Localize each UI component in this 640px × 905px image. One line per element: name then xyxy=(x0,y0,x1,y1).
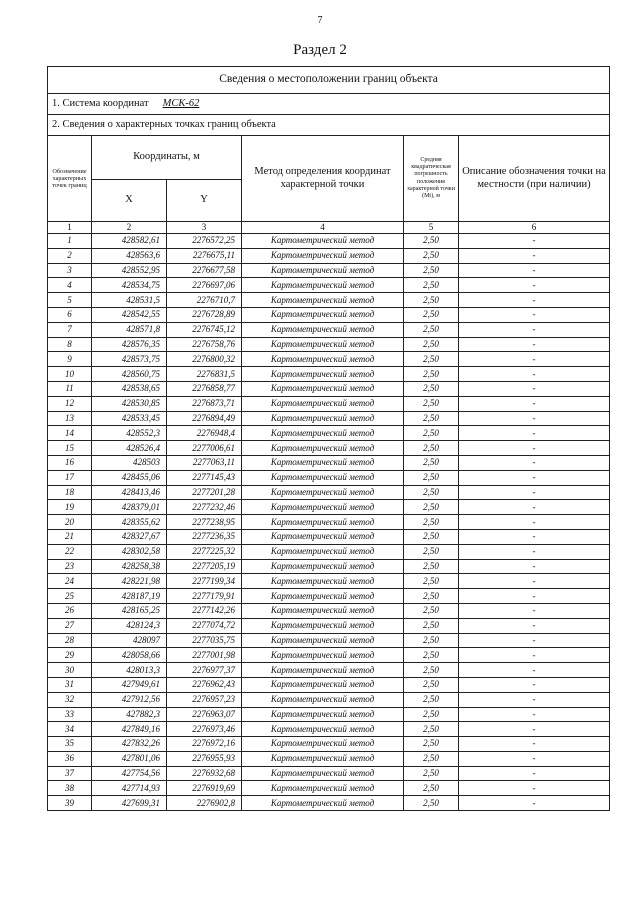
error-cell: 2,50 xyxy=(404,722,459,737)
table-row xyxy=(48,263,610,278)
table-row xyxy=(48,485,610,500)
col-number: 4 xyxy=(242,222,404,234)
error-cell: 2,50 xyxy=(404,766,459,781)
x-cell: 428538,65 xyxy=(92,381,167,396)
method-cell: Картометрический метод xyxy=(242,278,404,293)
x-cell: 428530,85 xyxy=(92,396,167,411)
point-id-cell: 25 xyxy=(48,589,92,604)
table-row xyxy=(48,603,610,618)
x-cell: 428503 xyxy=(92,455,167,470)
table-row xyxy=(48,751,610,766)
x-cell: 428097 xyxy=(92,633,167,648)
header-point-id: Обозначение характерных точек границ xyxy=(48,136,92,222)
y-cell: 2276710,7 xyxy=(167,293,242,308)
error-cell: 2,50 xyxy=(404,796,459,811)
method-cell: Картометрический метод xyxy=(242,367,404,382)
table-row xyxy=(48,455,610,470)
method-cell: Картометрический метод xyxy=(242,470,404,485)
y-cell: 2277074,72 xyxy=(167,618,242,633)
error-cell: 2,50 xyxy=(404,322,459,337)
error-cell: 2,50 xyxy=(404,500,459,515)
table-row xyxy=(48,648,610,663)
description-cell: - xyxy=(459,618,610,633)
y-cell: 2277142,26 xyxy=(167,603,242,618)
col-number: 3 xyxy=(167,222,242,234)
method-cell: Картометрический метод xyxy=(242,515,404,530)
method-cell: Картометрический метод xyxy=(242,663,404,678)
x-cell: 427832,26 xyxy=(92,737,167,752)
table-row xyxy=(48,559,610,574)
point-id-cell: 11 xyxy=(48,381,92,396)
error-cell: 2,50 xyxy=(404,234,459,249)
table-row xyxy=(48,381,610,396)
error-cell: 2,50 xyxy=(404,648,459,663)
y-cell: 2277006,61 xyxy=(167,441,242,456)
error-cell: 2,50 xyxy=(404,485,459,500)
error-cell: 2,50 xyxy=(404,633,459,648)
table-row xyxy=(48,677,610,692)
method-cell: Картометрический метод xyxy=(242,677,404,692)
method-cell: Картометрический метод xyxy=(242,485,404,500)
y-cell: 2277001,98 xyxy=(167,648,242,663)
col-number: 5 xyxy=(404,222,459,234)
description-cell: - xyxy=(459,648,610,663)
x-cell: 428327,67 xyxy=(92,529,167,544)
table-title: Сведения о местоположении границ объекта xyxy=(48,67,610,94)
x-cell: 428571,8 xyxy=(92,322,167,337)
table-row xyxy=(48,307,610,322)
error-cell: 2,50 xyxy=(404,544,459,559)
x-cell: 428552,95 xyxy=(92,263,167,278)
description-cell: - xyxy=(459,248,610,263)
description-cell: - xyxy=(459,455,610,470)
x-cell: 427882,3 xyxy=(92,707,167,722)
point-id-cell: 26 xyxy=(48,603,92,618)
y-cell: 2276858,77 xyxy=(167,381,242,396)
y-cell: 2276973,46 xyxy=(167,722,242,737)
x-cell: 427801,06 xyxy=(92,751,167,766)
method-cell: Картометрический метод xyxy=(242,396,404,411)
y-cell: 2277035,75 xyxy=(167,633,242,648)
method-cell: Картометрический метод xyxy=(242,781,404,796)
header-error: Средняя квадратическая погрешность положения характерной точки (Mt), м xyxy=(404,136,459,222)
header-x: X xyxy=(92,180,167,222)
description-cell: - xyxy=(459,559,610,574)
method-cell: Картометрический метод xyxy=(242,293,404,308)
error-cell: 2,50 xyxy=(404,381,459,396)
header-y: Y xyxy=(167,180,242,222)
description-cell: - xyxy=(459,544,610,559)
point-id-cell: 4 xyxy=(48,278,92,293)
point-id-cell: 36 xyxy=(48,751,92,766)
x-cell: 428379,01 xyxy=(92,500,167,515)
coord-system-value: МСК-62 xyxy=(162,97,200,109)
description-cell: - xyxy=(459,692,610,707)
method-cell: Картометрический метод xyxy=(242,722,404,737)
description-cell: - xyxy=(459,322,610,337)
point-id-cell: 14 xyxy=(48,426,92,441)
table-row xyxy=(48,500,610,515)
point-id-cell: 29 xyxy=(48,648,92,663)
x-cell: 428573,75 xyxy=(92,352,167,367)
method-cell: Картометрический метод xyxy=(242,352,404,367)
y-cell: 2277232,46 xyxy=(167,500,242,515)
point-id-cell: 28 xyxy=(48,633,92,648)
error-cell: 2,50 xyxy=(404,692,459,707)
point-id-cell: 23 xyxy=(48,559,92,574)
description-cell: - xyxy=(459,367,610,382)
description-cell: - xyxy=(459,722,610,737)
table-row xyxy=(48,278,610,293)
y-cell: 2276894,49 xyxy=(167,411,242,426)
table-row xyxy=(48,737,610,752)
x-cell: 428302,58 xyxy=(92,544,167,559)
method-cell: Картометрический метод xyxy=(242,411,404,426)
description-cell: - xyxy=(459,707,610,722)
description-cell: - xyxy=(459,633,610,648)
point-id-cell: 30 xyxy=(48,663,92,678)
col-number: 1 xyxy=(48,222,92,234)
x-cell: 428531,5 xyxy=(92,293,167,308)
x-cell: 428526,4 xyxy=(92,441,167,456)
error-cell: 2,50 xyxy=(404,589,459,604)
table-row xyxy=(48,663,610,678)
method-cell: Картометрический метод xyxy=(242,426,404,441)
table-row xyxy=(48,411,610,426)
table-row xyxy=(48,470,610,485)
y-cell: 2276728,89 xyxy=(167,307,242,322)
point-id-cell: 34 xyxy=(48,722,92,737)
point-id-cell: 12 xyxy=(48,396,92,411)
table-row xyxy=(48,722,610,737)
y-cell: 2276977,37 xyxy=(167,663,242,678)
point-id-cell: 18 xyxy=(48,485,92,500)
error-cell: 2,50 xyxy=(404,707,459,722)
x-cell: 428355,62 xyxy=(92,515,167,530)
method-cell: Картометрический метод xyxy=(242,559,404,574)
point-id-cell: 39 xyxy=(48,796,92,811)
description-cell: - xyxy=(459,574,610,589)
table-row xyxy=(48,766,610,781)
x-cell: 427699,31 xyxy=(92,796,167,811)
error-cell: 2,50 xyxy=(404,248,459,263)
table-row xyxy=(48,248,610,263)
x-cell: 428533,45 xyxy=(92,411,167,426)
col-number: 6 xyxy=(459,222,610,234)
description-cell: - xyxy=(459,426,610,441)
table-row xyxy=(48,529,610,544)
table-row xyxy=(48,618,610,633)
coord-system-label: 1. Система координат xyxy=(52,97,149,109)
point-id-cell: 2 xyxy=(48,248,92,263)
error-cell: 2,50 xyxy=(404,603,459,618)
point-id-cell: 16 xyxy=(48,455,92,470)
description-cell: - xyxy=(459,796,610,811)
point-id-cell: 3 xyxy=(48,263,92,278)
header-method: Метод определения координат характерной точки xyxy=(242,136,404,222)
description-cell: - xyxy=(459,263,610,278)
y-cell: 2276758,76 xyxy=(167,337,242,352)
x-cell: 427949,61 xyxy=(92,677,167,692)
table-row xyxy=(48,633,610,648)
table-row xyxy=(48,515,610,530)
description-cell: - xyxy=(459,515,610,530)
description-cell: - xyxy=(459,396,610,411)
table-row xyxy=(48,589,610,604)
x-cell: 428013,3 xyxy=(92,663,167,678)
y-cell: 2277145,43 xyxy=(167,470,242,485)
description-cell: - xyxy=(459,411,610,426)
y-cell: 2276962,43 xyxy=(167,677,242,692)
point-id-cell: 20 xyxy=(48,515,92,530)
point-id-cell: 37 xyxy=(48,766,92,781)
y-cell: 2277225,32 xyxy=(167,544,242,559)
point-id-cell: 7 xyxy=(48,322,92,337)
x-cell: 427714,93 xyxy=(92,781,167,796)
table-row xyxy=(48,796,610,811)
points-info-row: 2. Сведения о характерных точках границ объекта xyxy=(48,115,610,136)
x-cell: 428560,75 xyxy=(92,367,167,382)
method-cell: Картометрический метод xyxy=(242,707,404,722)
error-cell: 2,50 xyxy=(404,352,459,367)
method-cell: Картометрический метод xyxy=(242,263,404,278)
description-cell: - xyxy=(459,529,610,544)
table-row xyxy=(48,293,610,308)
method-cell: Картометрический метод xyxy=(242,500,404,515)
x-cell: 428413,46 xyxy=(92,485,167,500)
table-row xyxy=(48,707,610,722)
y-cell: 2276932,68 xyxy=(167,766,242,781)
point-id-cell: 31 xyxy=(48,677,92,692)
point-id-cell: 9 xyxy=(48,352,92,367)
x-cell: 428124,3 xyxy=(92,618,167,633)
y-cell: 2277236,35 xyxy=(167,529,242,544)
method-cell: Картометрический метод xyxy=(242,322,404,337)
header-description: Описание обозначения точки на местности (при наличии) xyxy=(459,136,610,222)
y-cell: 2277238,95 xyxy=(167,515,242,530)
description-cell: - xyxy=(459,352,610,367)
point-id-cell: 35 xyxy=(48,737,92,752)
y-cell: 2276957,23 xyxy=(167,692,242,707)
x-cell: 428058,66 xyxy=(92,648,167,663)
point-id-cell: 27 xyxy=(48,618,92,633)
col-number: 2 xyxy=(92,222,167,234)
method-cell: Картометрический метод xyxy=(242,618,404,633)
y-cell: 2276972,16 xyxy=(167,737,242,752)
point-id-cell: 38 xyxy=(48,781,92,796)
method-cell: Картометрический метод xyxy=(242,574,404,589)
error-cell: 2,50 xyxy=(404,574,459,589)
x-cell: 428552,3 xyxy=(92,426,167,441)
table-row xyxy=(48,441,610,456)
table-row xyxy=(48,322,610,337)
point-id-cell: 32 xyxy=(48,692,92,707)
point-id-cell: 21 xyxy=(48,529,92,544)
method-cell: Картометрический метод xyxy=(242,248,404,263)
y-cell: 2276677,58 xyxy=(167,263,242,278)
table-row xyxy=(48,367,610,382)
method-cell: Картометрический метод xyxy=(242,544,404,559)
method-cell: Картометрический метод xyxy=(242,337,404,352)
y-cell: 2276675,11 xyxy=(167,248,242,263)
x-cell: 427849,16 xyxy=(92,722,167,737)
description-cell: - xyxy=(459,441,610,456)
y-cell: 2277201,28 xyxy=(167,485,242,500)
method-cell: Картометрический метод xyxy=(242,692,404,707)
y-cell: 2277179,91 xyxy=(167,589,242,604)
y-cell: 2276572,25 xyxy=(167,234,242,249)
point-id-cell: 8 xyxy=(48,337,92,352)
x-cell: 428542,55 xyxy=(92,307,167,322)
point-id-cell: 33 xyxy=(48,707,92,722)
point-id-cell: 22 xyxy=(48,544,92,559)
error-cell: 2,50 xyxy=(404,618,459,633)
method-cell: Картометрический метод xyxy=(242,441,404,456)
description-cell: - xyxy=(459,589,610,604)
table-row xyxy=(48,337,610,352)
table-row xyxy=(48,574,610,589)
point-id-cell: 17 xyxy=(48,470,92,485)
table-row xyxy=(48,396,610,411)
x-cell: 428455,06 xyxy=(92,470,167,485)
error-cell: 2,50 xyxy=(404,307,459,322)
method-cell: Картометрический метод xyxy=(242,589,404,604)
coord-system-row xyxy=(48,94,610,115)
x-cell: 428563,6 xyxy=(92,248,167,263)
description-cell: - xyxy=(459,337,610,352)
error-cell: 2,50 xyxy=(404,426,459,441)
method-cell: Картометрический метод xyxy=(242,529,404,544)
x-cell: 427754,56 xyxy=(92,766,167,781)
method-cell: Картометрический метод xyxy=(242,234,404,249)
x-cell: 428258,38 xyxy=(92,559,167,574)
error-cell: 2,50 xyxy=(404,470,459,485)
description-cell: - xyxy=(459,663,610,678)
boundary-points-table xyxy=(47,66,610,811)
table-row xyxy=(48,781,610,796)
description-cell: - xyxy=(459,470,610,485)
table-row xyxy=(48,234,610,249)
table-row xyxy=(48,352,610,367)
page-number: 7 xyxy=(317,15,323,26)
y-cell: 2276800,32 xyxy=(167,352,242,367)
error-cell: 2,50 xyxy=(404,751,459,766)
point-id-cell: 10 xyxy=(48,367,92,382)
point-id-cell: 24 xyxy=(48,574,92,589)
error-cell: 2,50 xyxy=(404,781,459,796)
y-cell: 2276919,69 xyxy=(167,781,242,796)
description-cell: - xyxy=(459,485,610,500)
error-cell: 2,50 xyxy=(404,337,459,352)
method-cell: Картометрический метод xyxy=(242,307,404,322)
column-numbers-row xyxy=(48,222,610,234)
y-cell: 2276745,12 xyxy=(167,322,242,337)
description-cell: - xyxy=(459,751,610,766)
point-id-cell: 5 xyxy=(48,293,92,308)
point-id-cell: 15 xyxy=(48,441,92,456)
description-cell: - xyxy=(459,500,610,515)
error-cell: 2,50 xyxy=(404,515,459,530)
y-cell: 2276697,06 xyxy=(167,278,242,293)
y-cell: 2277063,11 xyxy=(167,455,242,470)
y-cell: 2276948,4 xyxy=(167,426,242,441)
table-row xyxy=(48,544,610,559)
y-cell: 2276831,5 xyxy=(167,367,242,382)
method-cell: Картометрический метод xyxy=(242,648,404,663)
method-cell: Картометрический метод xyxy=(242,455,404,470)
error-cell: 2,50 xyxy=(404,411,459,426)
error-cell: 2,50 xyxy=(404,663,459,678)
error-cell: 2,50 xyxy=(404,529,459,544)
description-cell: - xyxy=(459,781,610,796)
method-cell: Картометрический метод xyxy=(242,633,404,648)
description-cell: - xyxy=(459,234,610,249)
y-cell: 2276902,8 xyxy=(167,796,242,811)
description-cell: - xyxy=(459,603,610,618)
y-cell: 2276873,71 xyxy=(167,396,242,411)
description-cell: - xyxy=(459,737,610,752)
point-id-cell: 1 xyxy=(48,234,92,249)
error-cell: 2,50 xyxy=(404,278,459,293)
error-cell: 2,50 xyxy=(404,367,459,382)
x-cell: 428187,19 xyxy=(92,589,167,604)
method-cell: Картометрический метод xyxy=(242,603,404,618)
x-cell: 428582,61 xyxy=(92,234,167,249)
error-cell: 2,50 xyxy=(404,677,459,692)
x-cell: 427912,56 xyxy=(92,692,167,707)
description-cell: - xyxy=(459,307,610,322)
method-cell: Картометрический метод xyxy=(242,737,404,752)
x-cell: 428534,75 xyxy=(92,278,167,293)
point-id-cell: 6 xyxy=(48,307,92,322)
error-cell: 2,50 xyxy=(404,293,459,308)
description-cell: - xyxy=(459,293,610,308)
error-cell: 2,50 xyxy=(404,559,459,574)
error-cell: 2,50 xyxy=(404,263,459,278)
method-cell: Картометрический метод xyxy=(242,766,404,781)
y-cell: 2277199,34 xyxy=(167,574,242,589)
y-cell: 2277205,19 xyxy=(167,559,242,574)
x-cell: 428165,25 xyxy=(92,603,167,618)
y-cell: 2276963,07 xyxy=(167,707,242,722)
point-id-cell: 13 xyxy=(48,411,92,426)
error-cell: 2,50 xyxy=(404,441,459,456)
header-coords: Координаты, м xyxy=(92,136,242,180)
y-cell: 2276955,93 xyxy=(167,751,242,766)
description-cell: - xyxy=(459,766,610,781)
x-cell: 428576,35 xyxy=(92,337,167,352)
error-cell: 2,50 xyxy=(404,396,459,411)
method-cell: Картометрический метод xyxy=(242,751,404,766)
description-cell: - xyxy=(459,677,610,692)
table-row xyxy=(48,692,610,707)
error-cell: 2,50 xyxy=(404,737,459,752)
method-cell: Картометрический метод xyxy=(242,381,404,396)
x-cell: 428221,98 xyxy=(92,574,167,589)
method-cell: Картометрический метод xyxy=(242,796,404,811)
point-id-cell: 19 xyxy=(48,500,92,515)
section-title: Раздел 2 xyxy=(293,42,347,58)
table-row xyxy=(48,426,610,441)
description-cell: - xyxy=(459,381,610,396)
error-cell: 2,50 xyxy=(404,455,459,470)
description-cell: - xyxy=(459,278,610,293)
